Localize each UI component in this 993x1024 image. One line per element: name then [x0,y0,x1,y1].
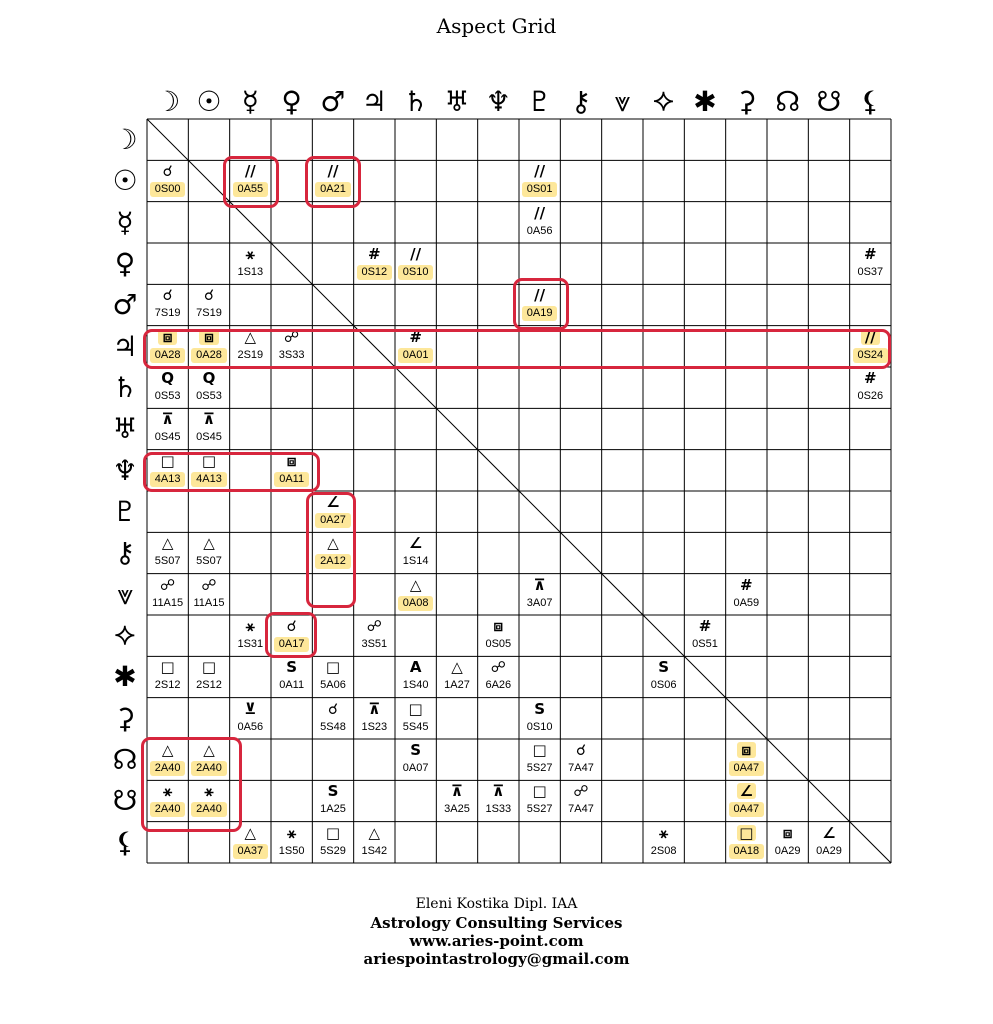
aspect-cell [643,656,684,697]
aspect-cell [147,408,188,449]
aspect-orb: 0A37 [233,844,268,859]
aspect-cell [354,822,395,863]
aspect-symbol: ⚹ [204,782,214,801]
aspect-cell [478,615,519,656]
aspect-cell [354,615,395,656]
aspect-symbol: // [327,162,339,181]
aspect-orb: 0S26 [857,390,884,402]
aspect-orb: 6A26 [485,679,512,692]
aspect-symbol: □ [737,825,756,841]
row-mercury-icon: ☿ [116,205,134,239]
column-ascendant-icon: ⯎ [653,85,674,118]
aspect-cell [850,367,891,408]
aspect-symbol: // [410,245,422,263]
aspect-symbol: ☍ [201,575,217,594]
aspect-orb: 0S10 [526,720,553,733]
row-fortune-icon: ✱ [113,660,137,694]
aspect-orb: 1S23 [361,720,388,733]
aspect-orb: 0A47 [729,802,764,817]
aspect-symbol: ⚹ [287,823,297,842]
aspect-orb: 1S31 [237,638,264,650]
aspect-orb: 11A15 [193,596,225,609]
aspect-orb: 1A27 [444,679,470,692]
aspect-symbol: S [410,741,422,759]
aspect-symbol: △ [244,327,257,346]
aspect-symbol: // [534,286,546,305]
aspect-orb: 5S45 [402,720,429,733]
aspect-orb: 0S51 [692,638,718,650]
column-neptune-icon: ♆ [485,85,511,118]
aspect-cell [188,408,229,449]
row-jupiter-icon: ♃ [112,329,138,363]
aspect-orb: 0S01 [522,182,557,197]
column-pluto-icon: ♇ [527,85,553,118]
aspect-symbol: △ [203,534,215,553]
aspect-symbol: ☍ [490,658,506,677]
aspect-symbol: // [861,329,880,345]
aspect-orb: 2S12 [196,679,222,692]
aspect-symbol: □ [408,699,423,718]
aspect-orb: 0S37 [857,266,884,278]
aspect-orb: 0A08 [398,596,433,611]
aspect-orb: 0A47 [729,761,764,776]
aspect-orb: 0A27 [315,513,350,528]
aspect-cell [684,615,725,656]
aspect-symbol: ⚹ [245,617,255,635]
aspect-cell [230,243,271,284]
aspect-symbol: ⊼ [202,410,216,429]
aspect-symbol: S [658,658,670,677]
aspect-cell [519,698,560,739]
aspect-cell [519,739,560,780]
aspect-orb: 5S07 [196,555,222,568]
aspect-symbol: ⧈ [199,329,218,345]
aspect-orb: 0S45 [154,431,181,444]
aspect-orb: 0S53 [154,390,181,402]
aspect-orb: 2A40 [150,802,185,817]
aspect-orb: 7A47 [568,762,594,774]
column-north-node-icon: ☊ [775,85,801,118]
aspect-cell [147,656,188,697]
column-ceres-icon: ⚳ [736,85,757,118]
aspect-orb: 0A59 [733,596,760,609]
aspect-cell [395,698,436,739]
aspect-symbol: ∠ [737,783,756,799]
aspect-orb: 0A17 [274,637,309,652]
aspect-symbol: △ [203,741,215,759]
aspect-cell [808,822,849,863]
aspect-orb: 3S33 [278,348,305,361]
aspect-symbol: ⊼ [450,782,464,801]
aspect-orb: 1S40 [402,679,429,692]
aspect-symbol: ∠ [408,534,423,553]
aspect-symbol: □ [201,658,217,677]
aspect-cell [519,574,560,615]
aspect-cell [312,780,353,821]
aspect-cell [767,822,808,863]
aspect-symbol: S [534,699,546,718]
aspect-symbol: ☍ [284,327,300,346]
aspect-orb: 0A28 [150,348,185,363]
aspect-symbol: ⧈ [737,742,756,758]
row-chiron-icon: ⚷ [114,536,136,570]
aspect-symbol: □ [532,782,547,801]
aspect-orb: 1A25 [320,803,346,816]
aspect-orb: 0A55 [233,182,268,197]
aspect-symbol: # [864,245,877,263]
aspect-symbol: ☌ [203,286,215,305]
highlight-box-sun-mars [305,156,361,208]
aspect-symbol: // [244,162,256,181]
aspect-cell [395,739,436,780]
column-jupiter-icon: ♃ [361,85,387,118]
aspect-cell [478,656,519,697]
row-ascendant-icon: ⯎ [114,619,136,652]
aspect-cell [850,243,891,284]
row-ceres-icon: ⚳ [114,701,136,735]
aspect-symbol: □ [325,658,341,677]
aspect-symbol: □ [201,451,217,470]
aspect-orb: 0A29 [816,844,842,857]
column-mars-icon: ♂ [320,85,346,118]
aspect-orb: 0A11 [274,472,309,487]
aspect-orb: 3S51 [361,638,388,650]
aspect-orb: 4A13 [150,472,185,487]
aspect-symbol: ☍ [573,782,589,801]
aspect-orb: 5S27 [526,762,553,774]
column-saturn-icon: ♄ [403,85,429,118]
aspect-symbol: ⊼ [161,410,174,429]
aspect-cell [188,574,229,615]
column-vertex-icon: ⩔ [614,85,631,118]
aspect-orb: 1S14 [402,555,429,568]
aspect-symbol: □ [160,658,175,677]
aspect-symbol: △ [327,534,339,553]
aspect-cell [147,367,188,408]
highlight-box-mars-pluto [513,278,569,330]
aspect-cell [188,367,229,408]
aspect-symbol: ⚹ [163,782,173,801]
aspect-orb: 2S19 [237,348,264,361]
aspect-orb: 11A15 [152,596,184,609]
highlight-box-neptune-row [143,452,320,492]
column-south-node-icon: ☋ [816,85,842,118]
aspect-symbol: ☍ [160,575,176,594]
aspect-symbol: # [864,369,877,387]
aspect-symbol: △ [244,823,257,842]
aspect-orb: 0S45 [196,431,222,444]
aspect-orb: 2S12 [154,679,181,692]
aspect-orb: 0S05 [485,638,512,650]
aspect-cell [230,698,271,739]
aspect-cell [147,284,188,325]
column-moon-icon: ☽ [155,85,181,118]
aspect-cell [395,656,436,697]
aspect-cell [726,822,767,863]
aspect-symbol: // [534,162,546,181]
aspect-cell [436,780,477,821]
aspect-symbol: △ [409,575,422,594]
aspect-symbol: ☌ [162,286,173,305]
aspect-symbol: △ [368,823,381,842]
highlight-box-nodes [141,737,242,832]
aspect-symbol: ⧈ [782,823,793,842]
aspect-orb: 0S00 [150,182,185,197]
row-north-node-icon: ☊ [112,743,138,776]
aspect-cell [519,160,560,201]
author-name: Eleni Kostika Dipl. IAA [415,896,578,912]
row-uranus-icon: ♅ [112,412,138,446]
highlight-box-venus-ascendant [265,612,317,658]
aspect-symbol: ☌ [162,162,173,181]
aspect-orb: 5S29 [320,844,346,857]
aspect-cell [436,656,477,697]
column-lilith-icon: ⚸ [860,85,881,118]
aspect-symbol: Q [161,369,175,387]
aspect-symbol: # [740,575,753,594]
aspect-orb: 3A07 [526,596,553,609]
highlight-box-sun-mercury [223,156,279,208]
aspect-orb: 2S08 [650,844,677,857]
aspect-orb: 7S19 [196,307,222,320]
aspect-cell [478,780,519,821]
aspect-symbol: □ [160,451,175,470]
row-pluto-icon: ♇ [112,495,138,528]
row-mars-icon: ♂ [112,288,138,322]
aspect-symbol: Q [202,369,216,387]
aspect-orb: 0A07 [402,762,429,774]
aspect-cell [312,656,353,697]
highlight-box-jupiter-row [143,329,891,369]
aspect-cell [519,202,560,243]
aspect-symbol: ☌ [286,617,297,635]
aspect-orb: 0A56 [526,224,553,237]
aspect-cell [188,656,229,697]
aspect-cell [188,532,229,573]
aspect-orb: 4A13 [191,472,226,487]
aspect-symbol: ⧈ [286,451,297,470]
aspect-orb: 2A40 [191,802,226,817]
aspect-cell [519,780,560,821]
aspect-orb: 0A11 [279,679,305,692]
aspect-cell [354,243,395,284]
row-south-node-icon: ☋ [112,784,138,818]
column-venus-icon: ♀ [281,85,302,118]
aspect-orb: 7A47 [568,803,594,816]
aspect-symbol: ⊼ [368,699,381,718]
aspect-symbol: ∠ [822,823,836,842]
aspect-symbol: ☍ [366,617,382,635]
aspect-orb: 0A56 [237,720,264,733]
aspect-cell [271,822,312,863]
aspect-symbol: # [368,245,381,263]
aspect-symbol: ⧈ [493,617,504,635]
row-vertex-icon: ⩔ [117,577,133,611]
page-title: Aspect Grid [436,14,557,38]
aspect-cell [726,780,767,821]
aspect-symbol: ⊻ [244,699,257,718]
aspect-cell [271,656,312,697]
aspect-symbol: ∠ [326,493,340,511]
aspect-orb: 5A06 [320,679,346,692]
aspect-orb: 2A12 [315,554,350,569]
aspect-cell [354,698,395,739]
column-chiron-icon: ⚷ [570,85,592,118]
aspect-symbol: # [698,617,712,635]
aspect-cell [147,574,188,615]
aspect-cell [560,739,601,780]
aspect-cell [147,532,188,573]
aspect-orb: 5S07 [154,555,181,568]
aspect-symbol: ⚹ [245,245,255,263]
aspect-cell [312,822,353,863]
row-saturn-icon: ♄ [112,371,138,404]
row-moon-icon: ☽ [112,123,138,156]
aspect-symbol: △ [161,534,174,553]
aspect-orb: 1S50 [278,844,305,857]
aspect-symbol: ⚹ [659,823,669,842]
aspect-symbol: ⊼ [533,575,546,594]
aspect-symbol: ☌ [575,741,587,759]
row-lilith-icon: ⚸ [114,825,136,859]
aspect-orb: 0A21 [315,182,350,197]
aspect-cell [560,780,601,821]
aspect-orb: 0S06 [650,679,677,692]
aspect-symbol: # [409,327,422,346]
aspect-orb: 0S24 [853,348,888,363]
aspect-orb: 2A40 [191,761,226,776]
aspect-symbol: ⊼ [492,782,505,801]
aspect-cell [395,243,436,284]
aspect-orb: 0A18 [729,844,764,859]
aspect-symbol: // [534,203,546,222]
aspect-cell [147,160,188,201]
aspect-cell [643,822,684,863]
aspect-cell [395,532,436,573]
aspect-cell [395,574,436,615]
aspect-orb: 7S19 [154,307,181,320]
aspect-orb: 0S53 [196,390,222,402]
aspect-symbol: □ [325,823,341,842]
aspect-orb: 0A29 [774,844,801,857]
row-venus-icon: ♀ [114,247,136,280]
column-uranus-icon: ♅ [444,85,470,118]
aspect-symbol: ⧈ [158,329,177,345]
email-link[interactable]: ariespointastrology@gmail.com [363,950,630,968]
aspect-symbol: □ [532,741,547,759]
row-sun-icon: ☉ [112,164,138,198]
column-fortune-icon: ✱ [693,85,717,118]
aspect-cell [726,574,767,615]
aspect-cell [188,284,229,325]
aspect-symbol: A [409,658,422,677]
column-sun-icon: ☉ [196,85,222,118]
company-name: Astrology Consulting Services [370,914,623,932]
aspect-orb: 3A25 [444,803,470,816]
aspect-orb: 0S10 [398,265,433,280]
row-neptune-icon: ♆ [112,453,138,487]
aspect-symbol: ☌ [327,699,339,718]
column-mercury-icon: ☿ [241,85,259,118]
aspect-symbol: S [327,782,339,801]
aspect-orb: 0A01 [398,348,433,363]
aspect-orb: 2A40 [150,761,185,776]
aspect-orb: 0A19 [522,306,557,321]
aspect-orb: 5S27 [526,803,553,816]
aspect-orb: 1S33 [485,803,512,816]
aspect-symbol: △ [451,658,463,677]
aspect-orb: 0A28 [191,348,226,363]
aspect-orb: 1S13 [237,266,264,278]
aspect-cell [312,698,353,739]
highlight-box-mars-column [306,492,356,608]
aspect-orb: 0S12 [357,265,392,280]
aspect-cell [726,739,767,780]
aspect-symbol: △ [161,741,174,759]
aspect-symbol: S [286,658,298,677]
aspect-orb: 1S42 [361,844,388,857]
aspect-orb: 5S48 [320,720,346,733]
website-link[interactable]: www.aries-point.com [409,932,584,950]
